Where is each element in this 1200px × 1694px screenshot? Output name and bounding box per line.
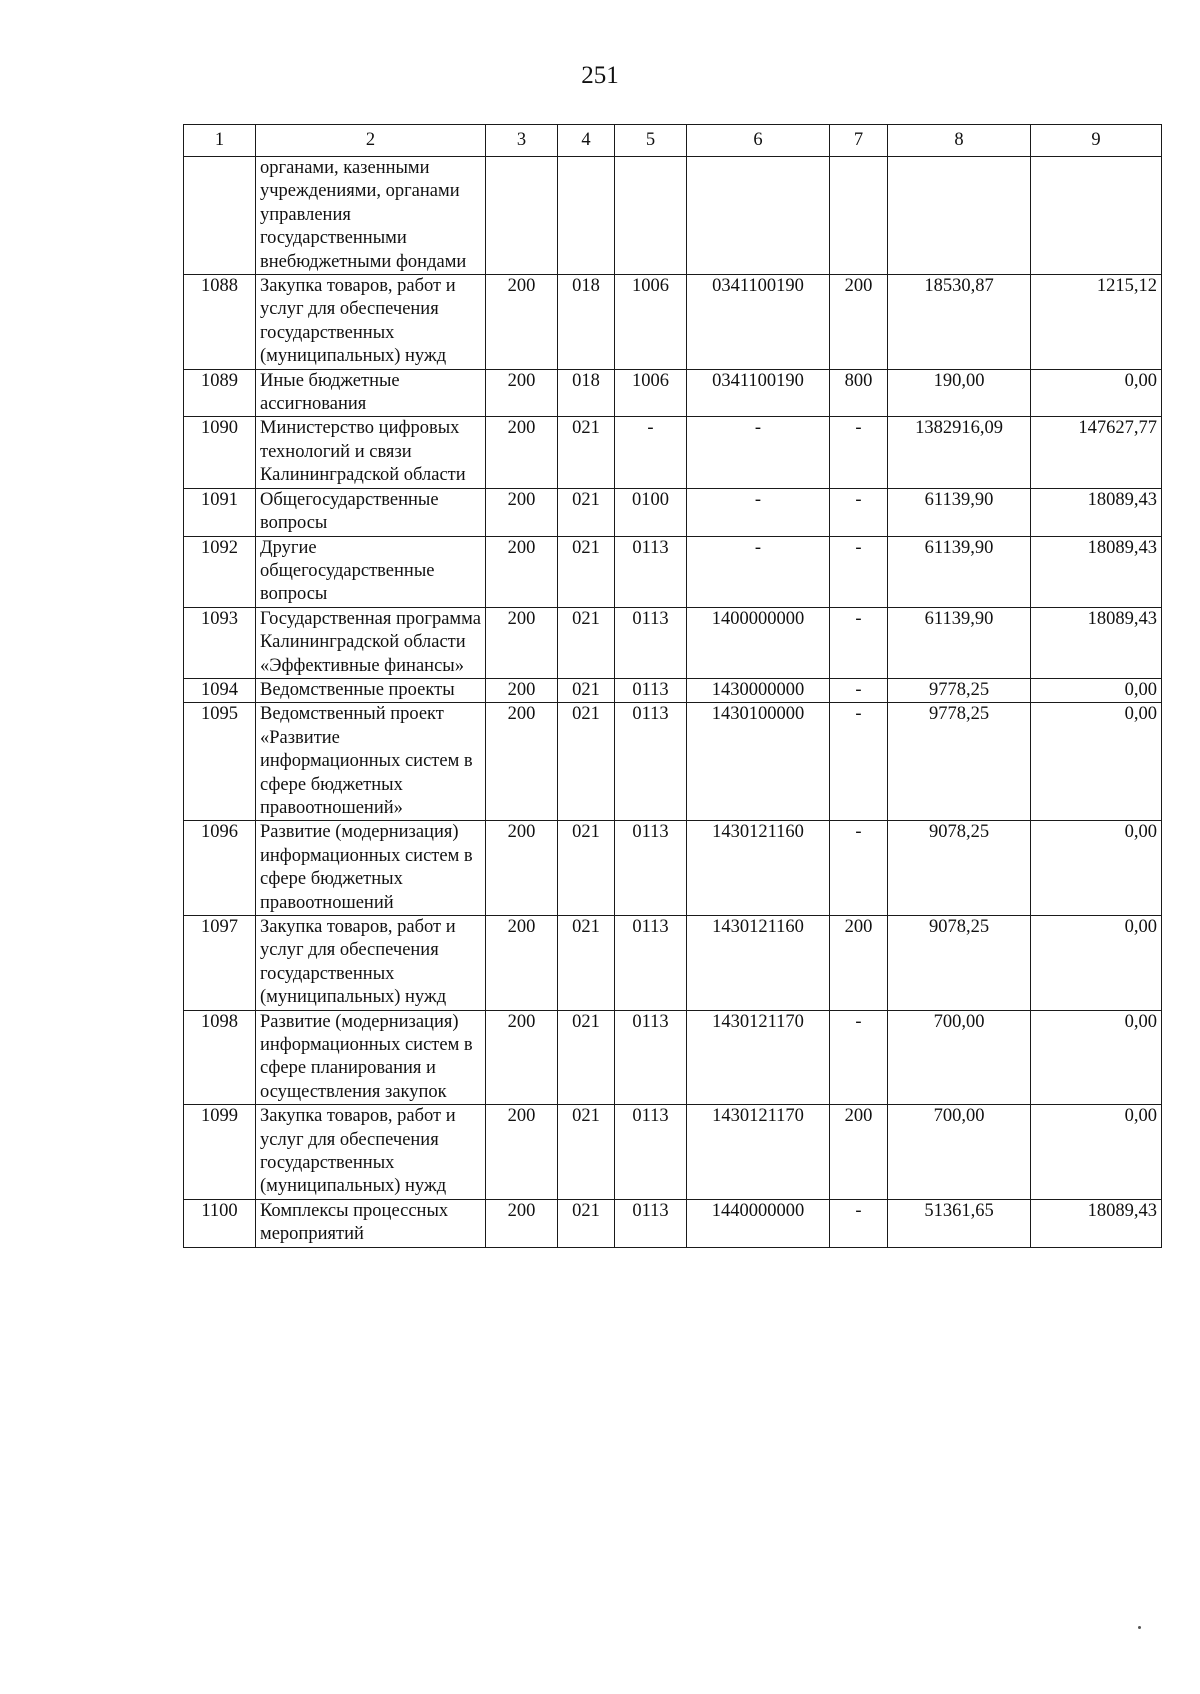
table-row <box>184 1010 1162 1105</box>
row-col7: 200 <box>830 916 888 1011</box>
row-number: 1097 <box>184 916 256 1011</box>
row-number: 1091 <box>184 488 256 536</box>
row-col3: 200 <box>486 1010 558 1105</box>
column-header: 2 <box>256 125 486 157</box>
row-col9: 0,00 <box>1031 703 1162 821</box>
row-col8: 61139,90 <box>888 607 1031 678</box>
row-col6: 1400000000 <box>687 607 830 678</box>
table-row <box>184 1105 1162 1200</box>
row-name: Общегосударственные вопросы <box>256 488 486 536</box>
row-col4: 021 <box>558 417 615 488</box>
column-header: 3 <box>486 125 558 157</box>
row-col9: 18089,43 <box>1031 488 1162 536</box>
row-col8: 51361,65 <box>888 1199 1031 1247</box>
row-col3: 200 <box>486 275 558 370</box>
row-col5: 1006 <box>615 369 687 417</box>
row-name: Закупка товаров, работ и услуг для обеспечения государственных (муниципальных) нужд <box>256 916 486 1011</box>
table-row <box>184 536 1162 607</box>
row-col7: 800 <box>830 369 888 417</box>
row-col8: 700,00 <box>888 1010 1031 1105</box>
row-col6: - <box>687 417 830 488</box>
row-col5: 0100 <box>615 488 687 536</box>
row-col6 <box>687 157 830 275</box>
row-col8: 1382916,09 <box>888 417 1031 488</box>
row-col4: 021 <box>558 607 615 678</box>
row-col9: 147627,77 <box>1031 417 1162 488</box>
row-number: 1096 <box>184 821 256 916</box>
row-col4: 021 <box>558 488 615 536</box>
column-header: 4 <box>558 125 615 157</box>
row-col9: 18089,43 <box>1031 607 1162 678</box>
row-number: 1093 <box>184 607 256 678</box>
row-col3: 200 <box>486 607 558 678</box>
row-col3: 200 <box>486 916 558 1011</box>
row-name: Закупка товаров, работ и услуг для обеспечения государственных (муниципальных) нужд <box>256 1105 486 1200</box>
row-number: 1095 <box>184 703 256 821</box>
row-number: 1088 <box>184 275 256 370</box>
budget-table <box>183 124 1162 1248</box>
row-col8 <box>888 157 1031 275</box>
table-header-row <box>184 125 1162 157</box>
row-col8: 9778,25 <box>888 703 1031 821</box>
row-col9: 0,00 <box>1031 369 1162 417</box>
row-col5: 0113 <box>615 703 687 821</box>
row-col7: - <box>830 1010 888 1105</box>
row-col5: 0113 <box>615 916 687 1011</box>
row-col8: 700,00 <box>888 1105 1031 1200</box>
row-col4: 021 <box>558 821 615 916</box>
row-col4: 021 <box>558 536 615 607</box>
row-col5: - <box>615 417 687 488</box>
table-row <box>184 157 1162 275</box>
column-header: 7 <box>830 125 888 157</box>
row-col8: 61139,90 <box>888 488 1031 536</box>
row-col7: - <box>830 536 888 607</box>
row-name: Ведомственные проекты <box>256 678 486 702</box>
column-header: 1 <box>184 125 256 157</box>
row-col4: 021 <box>558 678 615 702</box>
table-body <box>184 157 1162 1248</box>
row-col5: 0113 <box>615 536 687 607</box>
row-col4: 021 <box>558 1010 615 1105</box>
row-col9: 0,00 <box>1031 1105 1162 1200</box>
page-number: 251 <box>581 62 619 89</box>
row-col7: 200 <box>830 275 888 370</box>
row-col9: 0,00 <box>1031 1010 1162 1105</box>
row-col3: 200 <box>486 1105 558 1200</box>
row-col6: 1430100000 <box>687 703 830 821</box>
row-name: Другие общегосударственные вопросы <box>256 536 486 607</box>
row-col7: - <box>830 607 888 678</box>
row-col6: 1430121170 <box>687 1010 830 1105</box>
row-col3: 200 <box>486 417 558 488</box>
row-col8: 61139,90 <box>888 536 1031 607</box>
row-name: Ведомственный проект «Развитие информационных систем в сфере бюджетных правоотношений» <box>256 703 486 821</box>
row-col6: 0341100190 <box>687 369 830 417</box>
row-col4: 018 <box>558 369 615 417</box>
row-col6: 1430121160 <box>687 916 830 1011</box>
row-col7: - <box>830 1199 888 1247</box>
row-col7: - <box>830 488 888 536</box>
row-number: 1089 <box>184 369 256 417</box>
row-col5: 0113 <box>615 607 687 678</box>
row-col6: 1440000000 <box>687 1199 830 1247</box>
row-number: 1094 <box>184 678 256 702</box>
row-col3: 200 <box>486 821 558 916</box>
row-col5: 0113 <box>615 1199 687 1247</box>
table-row <box>184 369 1162 417</box>
table-row <box>184 916 1162 1011</box>
table-row <box>184 678 1162 702</box>
row-col7: - <box>830 417 888 488</box>
row-col5: 0113 <box>615 678 687 702</box>
row-col3: 200 <box>486 703 558 821</box>
row-col9: 18089,43 <box>1031 536 1162 607</box>
table-row <box>184 488 1162 536</box>
row-number: 1090 <box>184 417 256 488</box>
row-col8: 9778,25 <box>888 678 1031 702</box>
scan-speck <box>1138 1626 1141 1629</box>
row-col4: 021 <box>558 1199 615 1247</box>
row-number <box>184 157 256 275</box>
row-col6: - <box>687 488 830 536</box>
row-col8: 9078,25 <box>888 821 1031 916</box>
row-name: Государственная программа Калининградской области «Эффективные финансы» <box>256 607 486 678</box>
row-col5: 0113 <box>615 1010 687 1105</box>
column-header: 9 <box>1031 125 1162 157</box>
table-row <box>184 821 1162 916</box>
row-col7 <box>830 157 888 275</box>
row-col9: 18089,43 <box>1031 1199 1162 1247</box>
row-col6: 1430000000 <box>687 678 830 702</box>
row-col7: - <box>830 678 888 702</box>
row-col8: 190,00 <box>888 369 1031 417</box>
row-col9: 0,00 <box>1031 821 1162 916</box>
row-name: Закупка товаров, работ и услуг для обеспечения государственных (муниципальных) нужд <box>256 275 486 370</box>
row-col3: 200 <box>486 488 558 536</box>
row-col5 <box>615 157 687 275</box>
row-col4: 021 <box>558 1105 615 1200</box>
row-col3: 200 <box>486 536 558 607</box>
row-col6: 1430121170 <box>687 1105 830 1200</box>
row-col3: 200 <box>486 1199 558 1247</box>
row-name: Развитие (модернизация) информационных систем в сфере бюджетных правоотношений <box>256 821 486 916</box>
column-header: 8 <box>888 125 1031 157</box>
row-number: 1092 <box>184 536 256 607</box>
row-number: 1099 <box>184 1105 256 1200</box>
table-row <box>184 607 1162 678</box>
row-col3: 200 <box>486 678 558 702</box>
row-number: 1098 <box>184 1010 256 1105</box>
row-col7: - <box>830 703 888 821</box>
row-col8: 18530,87 <box>888 275 1031 370</box>
row-col3: 200 <box>486 369 558 417</box>
row-name: Развитие (модернизация) информационных систем в сфере планирования и осуществления закупок <box>256 1010 486 1105</box>
column-header: 5 <box>615 125 687 157</box>
row-number: 1100 <box>184 1199 256 1247</box>
table-row <box>184 417 1162 488</box>
row-col7: - <box>830 821 888 916</box>
table-row <box>184 703 1162 821</box>
row-col3 <box>486 157 558 275</box>
row-col4: 018 <box>558 275 615 370</box>
row-col6: 0341100190 <box>687 275 830 370</box>
row-name: Министерство цифровых технологий и связи Калининградской области <box>256 417 486 488</box>
row-col9: 1215,12 <box>1031 275 1162 370</box>
table-row <box>184 1199 1162 1247</box>
row-col5: 0113 <box>615 1105 687 1200</box>
row-col9: 0,00 <box>1031 916 1162 1011</box>
row-col6: - <box>687 536 830 607</box>
column-header: 6 <box>687 125 830 157</box>
row-col7: 200 <box>830 1105 888 1200</box>
row-col5: 0113 <box>615 821 687 916</box>
row-col4: 021 <box>558 916 615 1011</box>
row-col6: 1430121160 <box>687 821 830 916</box>
row-col8: 9078,25 <box>888 916 1031 1011</box>
row-col9: 0,00 <box>1031 678 1162 702</box>
row-name: Иные бюджетные ассигнования <box>256 369 486 417</box>
row-name: органами, казенными учреждениями, органами управления государственными внебюджетными фондами <box>256 157 486 275</box>
row-col9 <box>1031 157 1162 275</box>
row-col4 <box>558 157 615 275</box>
row-name: Комплексы процессных мероприятий <box>256 1199 486 1247</box>
row-col4: 021 <box>558 703 615 821</box>
table-row <box>184 275 1162 370</box>
row-col5: 1006 <box>615 275 687 370</box>
